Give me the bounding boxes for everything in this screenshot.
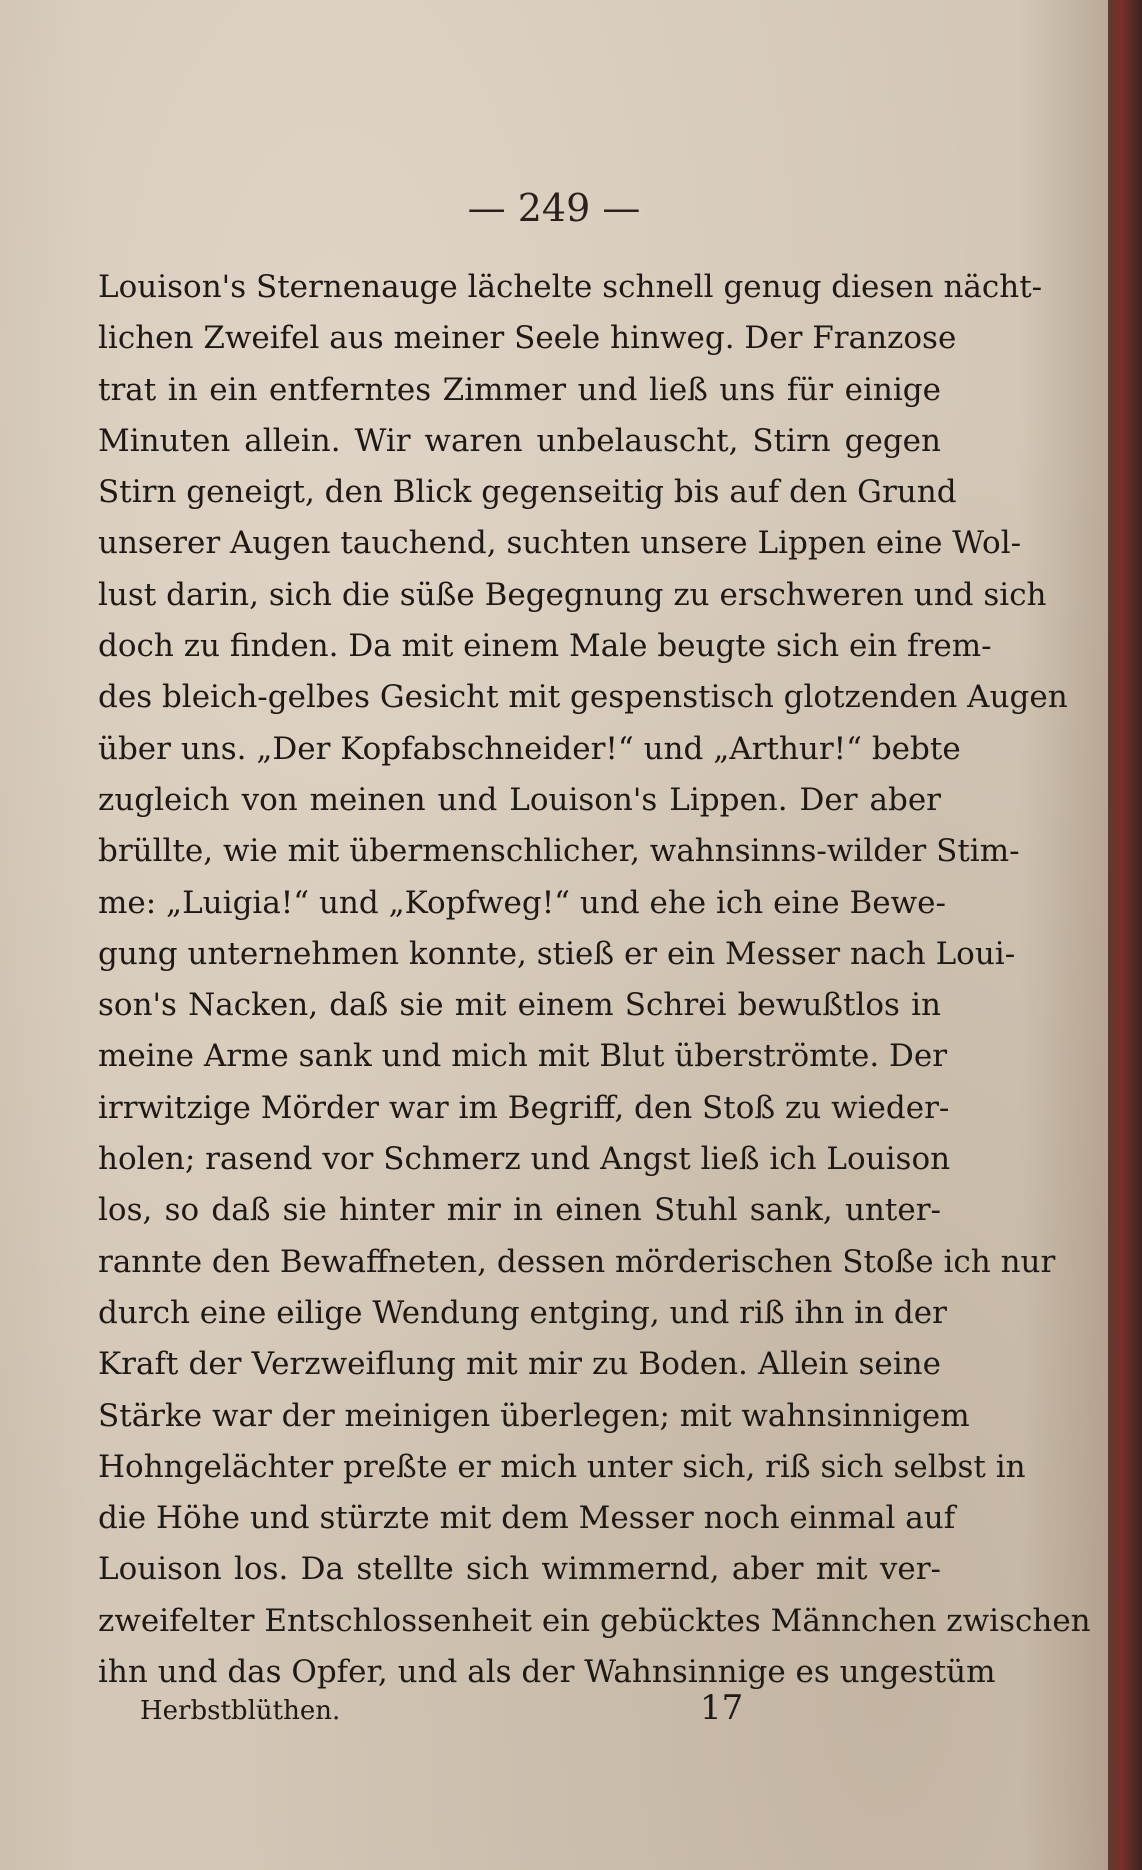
page-footer [140,1688,960,1738]
text-line: zweifelter Entschlossenheit ein gebücktes Männchen zwischen [98,1602,1091,1639]
text-line: Louison los. Da stellte sich wimmernd, aber mit ver- [98,1551,941,1588]
text-line: Stärke war der meinigen überlegen; mit wahnsinnigem [98,1397,970,1434]
text-line: brüllte, wie mit übermenschlicher, wahnsinns-wilder Stim- [98,833,1020,870]
text-line: doch zu finden. Da mit einem Male beugte sich ein frem- [98,628,992,665]
text-line: unserer Augen tauchend, suchten unsere Lippen eine Wol- [98,525,1022,562]
text-line: durch eine eilige Wendung entging, und riß ihn in der [98,1294,947,1331]
text-line: me: „Luigia!“ und „Kopfweg!“ und ehe ich eine Bewe- [98,884,946,921]
body-text [98,262,1091,1698]
text-line: des bleich-gelbes Gesicht mit gespenstisch glotzenden Augen [98,679,1068,716]
book-cover-edge [1108,0,1142,1870]
text-line: meine Arme sank und mich mit Blut überströmte. Der [98,1038,948,1075]
text-line: son's Nacken, daß sie mit einem Schrei bewußtlos in [98,987,941,1024]
text-line: holen; rasend vor Schmerz und Angst ließ ich Louison [98,1141,951,1178]
text-line: die Höhe und stürzte mit dem Messer noch einmal auf [98,1500,956,1537]
text-line: Louison's Sternenauge lächelte schnell genug diesen nächt- [98,269,1043,305]
text-line: zugleich von meinen und Louison's Lippen. Der aber [98,781,941,818]
text-line: Stirn geneigt, den Blick gegenseitig bis auf den Grund [98,474,957,511]
text-line: Hohngelächter preßte er mich unter sich, riß sich selbst in [98,1448,1026,1485]
text-line: gung unternehmen konnte, stieß er ein Messer nach Loui- [98,935,1016,972]
text-line: Kraft der Verzweiflung mit mir zu Boden. Allein seine [98,1346,941,1383]
text-line: über uns. „Der Kopfabschneider!“ und „Arthur!“ bebte [98,730,961,767]
text-line: los, so daß sie hinter mir in einen Stuhl sank, unter- [98,1192,941,1229]
text-line: Minuten allein. Wir waren unbelauscht, Stirn gegen [98,422,941,459]
text-line: lust darin, sich die süße Begegnung zu erschweren und sich [98,576,1047,613]
text-line: ihn und das Opfer, und als der Wahnsinnige es ungestüm [98,1654,996,1691]
text-line: lichen Zweifel aus meiner Seele hinweg. Der Franzose [98,320,957,357]
text-line: irrwitzige Mörder war im Begriff, den Stoß zu wieder- [98,1089,950,1126]
page-number-header: — 249 — [467,186,641,230]
text-line: rannte den Bewaffneten, dessen mörderischen Stoße ich nur [98,1243,1056,1280]
signature-mark-title: Herbstblüthen. [140,1696,341,1726]
text-line: trat in ein entferntes Zimmer und ließ uns für einige [98,371,941,408]
signature-number: 17 [700,1688,744,1728]
